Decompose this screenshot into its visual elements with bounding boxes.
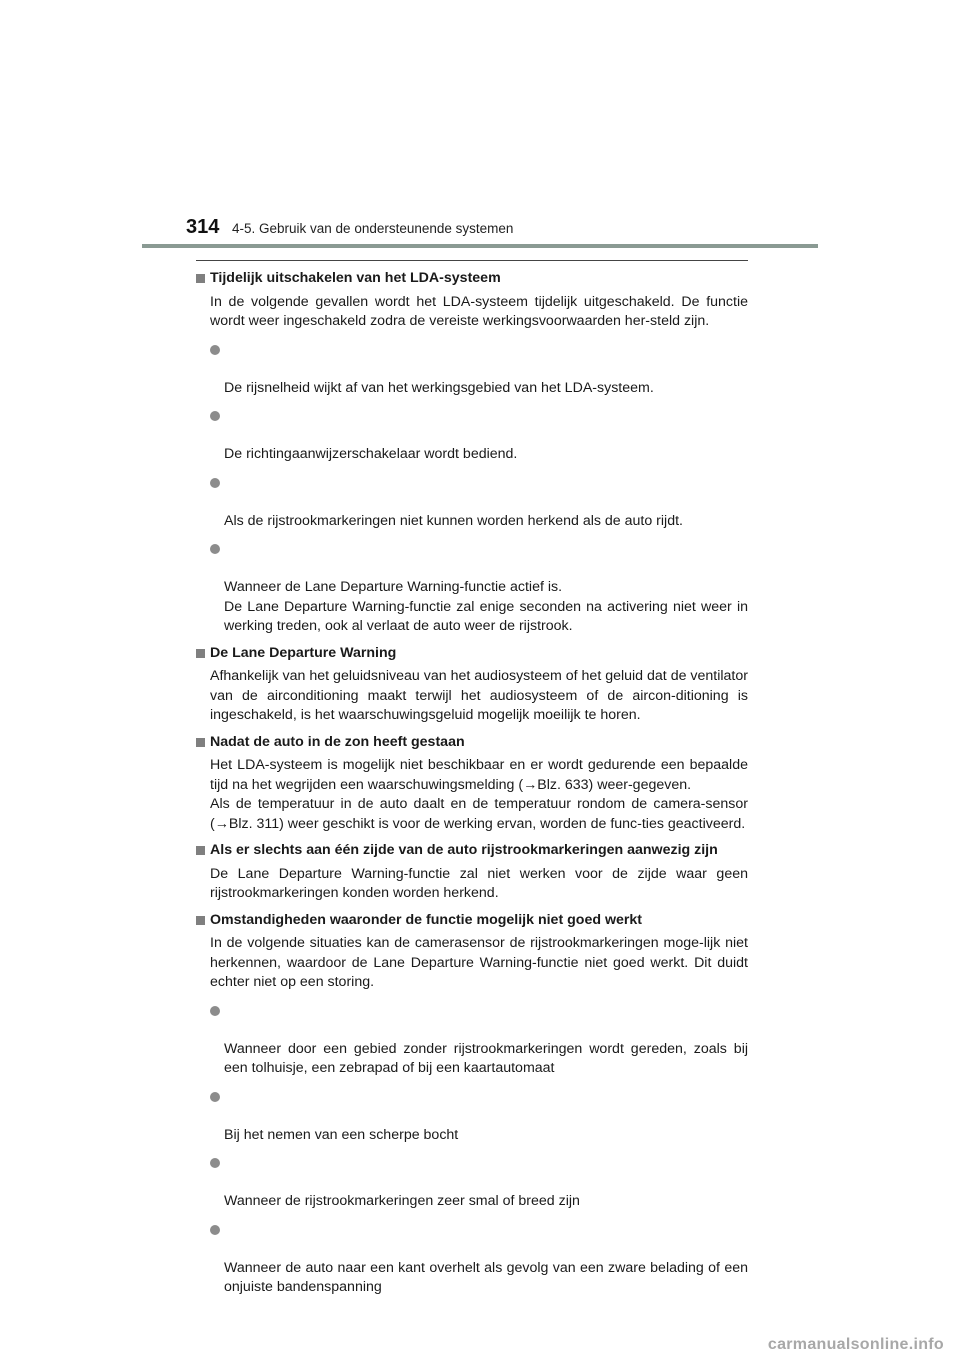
square-bullet-icon xyxy=(196,916,205,925)
list-item: Bij het nemen van een scherpe bocht xyxy=(210,1087,748,1146)
section-lda-temporary-off xyxy=(196,269,748,637)
circle-bullet-icon xyxy=(210,1006,220,1016)
section-paragraph: Het LDA-systeem is mogelijk niet beschikbaar en er wordt gedurende een bepaalde tijd na het wegrijden een waarschuwingsmelding (→Blz. 633) weer-gegeven. Als de temperatuur in de auto daalt en de temperatuur rondom de camera-sensor (→Blz. 311) weer geschikt is voor de werking ervan, worden de func-ties geactiveerd. xyxy=(210,757,748,832)
list-item: Wanneer door een gebied zonder rijstrookmarkeringen wordt gereden, zoals bij een tolhuisje, een zebrapad of bij een kaartautomaat xyxy=(210,1001,748,1079)
circle-bullet-icon xyxy=(210,1158,220,1168)
square-bullet-icon xyxy=(196,846,205,855)
circle-bullet-icon xyxy=(210,1092,220,1102)
list-item: Wanneer de rijstrookmarkeringen zeer smal of breed zijn xyxy=(210,1153,748,1212)
circle-bullet-icon xyxy=(210,411,220,421)
circle-bullet-icon xyxy=(210,345,220,355)
section-paragraph: In de volgende gevallen wordt het LDA-systeem tijdelijk uitgeschakeld. De functie wordt weer ingeschakeld zodra de vereiste werkingsvoorwaarden her-steld zijn. xyxy=(210,293,748,329)
section-malfunction-conditions xyxy=(196,911,748,1298)
list-item: De richtingaanwijzerschakelaar wordt bediend. xyxy=(210,406,748,465)
section-header-title: 4-5. Gebruik van de ondersteunende systemen xyxy=(232,221,514,236)
list-item: De rijsnelheid wijkt af van het werkingsgebied van het LDA-systeem. xyxy=(210,340,748,399)
section-after-sun xyxy=(196,733,748,835)
section-heading: De Lane Departure Warning xyxy=(196,644,748,664)
circle-bullet-icon xyxy=(210,1225,220,1235)
section-one-side-markings xyxy=(196,841,748,904)
watermark: carmanualsonline.info xyxy=(767,1336,944,1353)
list-item: Wanneer de Lane Departure Warning-functie actief is. De Lane Departure Warning-functie zal enige seconden na activering niet weer in werking treden, ook al verlaat de auto weer de rijstrook. xyxy=(210,539,748,637)
circle-bullet-icon xyxy=(210,544,220,554)
section-heading: Als er slechts aan één zijde van de auto rijstrookmarkeringen aanwezig zijn xyxy=(196,841,748,861)
section-paragraph: Afhankelijk van het geluidsniveau van het audiosysteem of het geluid dat de ventilator van de airconditioning maakt terwijl het audiosysteem of de aircon-ditioning is ingeschakeld, is het waarschuwingsgeluid mogelijk moeilijk te horen. xyxy=(210,668,748,723)
section-heading: Tijdelijk uitschakelen van het LDA-systeem xyxy=(196,269,748,289)
content-top-rule xyxy=(196,260,748,261)
section-lane-departure-warning xyxy=(196,644,748,726)
page-number: 314 xyxy=(186,216,220,238)
list-item: Wanneer de auto naar een kant overhelt als gevolg van een zware belading of een onjuiste bandenspanning xyxy=(210,1220,748,1298)
section-paragraph: De Lane Departure Warning-functie zal niet werken voor de zijde waar geen rijstrookmarkeringen konden worden herkend. xyxy=(210,865,748,901)
header-rule xyxy=(142,244,818,248)
square-bullet-icon xyxy=(196,274,205,283)
square-bullet-icon xyxy=(196,738,205,747)
content-body xyxy=(196,269,748,1305)
section-paragraph: In de volgende situaties kan de camerasensor de rijstrookmarkeringen moge-lijk niet herkennen, waardoor de Lane Departure Warning-functie niet goed werkt. Dit duidt echter niet op een storing. xyxy=(210,935,748,990)
section-heading: Omstandigheden waaronder de functie mogelijk niet goed werkt xyxy=(196,911,748,931)
section-heading: Nadat de auto in de zon heeft gestaan xyxy=(196,733,748,753)
square-bullet-icon xyxy=(196,649,205,658)
list-item: Als de rijstrookmarkeringen niet kunnen worden herkend als de auto rijdt. xyxy=(210,473,748,532)
circle-bullet-icon xyxy=(210,478,220,488)
